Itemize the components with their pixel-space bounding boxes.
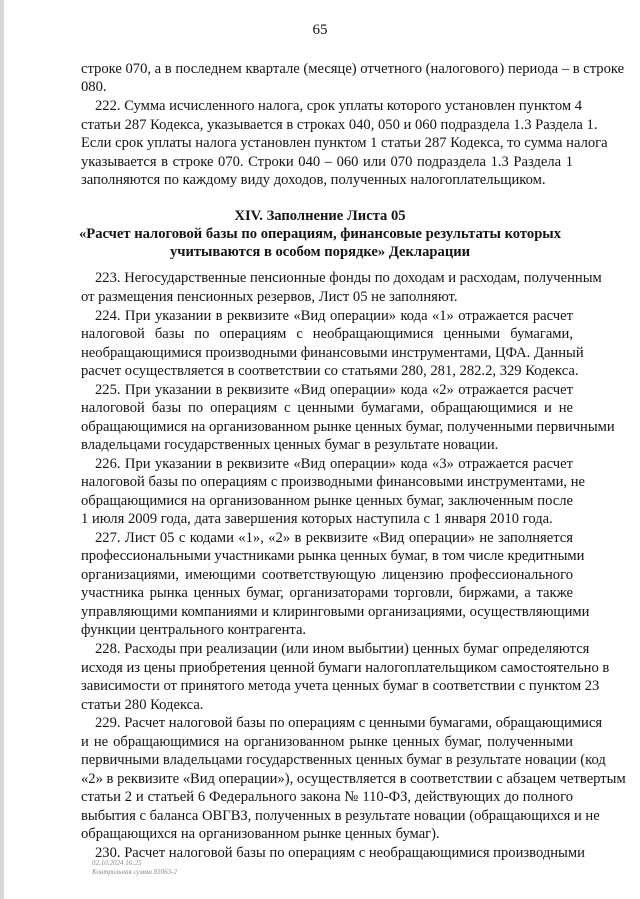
text-line: исходя из цены приобретения ценной бумаги налогоплательщиком самостоятельно в [81,660,610,676]
text-line: владельцами государственных ценных бумаг в результате новации. [81,437,499,453]
text-line: 226. При указании в реквизите «Вид операции» кода «3» отражается расчет [95,456,573,472]
text-line: «2» в реквизите «Вид операции»), осуществляется в соответствии с абзацем четвертым [81,771,626,787]
text-line: от размещения пенсионных резервов, Лист 05 не заполняют. [81,289,458,305]
text-line: заполняются по каждому виду доходов, полученных налогоплательщиком. [81,172,546,188]
text-line: статьи 2 и статьей 6 Федерального закона № 110-ФЗ, действующих до полного [81,789,573,805]
text-line: статьи 287 Кодекса, указывается в строках 040, 050 и 060 подраздела 1.3 Раздела 1. [81,117,598,133]
text-line: Если срок уплаты налога установлен пунктом 1 статьи 287 Кодекса, то сумма налога [81,135,608,151]
text-line: обращающихся на организованном рынке ценных бумаг). [81,826,440,842]
text-line: расчет осуществляется в соответствии со статьями 280, 281, 282.2, 329 Кодекса. [81,363,579,379]
text-line: 228. Расходы при реализации (или ином выбытии) ценных бумаг определяются [95,641,590,657]
text-line: 224. При указании в реквизите «Вид операции» кода «1» отражается расчет [95,308,573,324]
page-number: 65 [312,22,328,38]
text-line: функции центрального контрагента. [81,622,307,638]
text-line: необращающимися производными финансовыми инструментами, ЦФА. Данный [81,345,584,361]
text-line: строке 070, а в последнем квартале (месяце) отчетного (налогового) периода – в строке [81,61,625,77]
text-line: 080. [81,79,107,95]
text-line: 230. Расчет налоговой базы по операциям с необращающимися производными [95,845,585,861]
text-line: профессиональными участниками рынка ценных бумаг, в том числе кредитными [81,548,585,564]
text-line: 227. Лист 05 с кодами «1», «2» в реквизите «Вид операции» не заполняется [95,530,573,546]
text-line: статьи 280 Кодекса. [81,697,204,713]
text-line: обращающимися на организованном рынке ценных бумаг, заключенным после [81,493,573,509]
text-line: выбытия с баланса ОВГВЗ, полученных в результате новации (обращающихся и не [81,808,600,824]
text-line: участника рынка ценных бумаг, организаторами торговли, биржами, а также [81,585,573,601]
text-line: первичными владельцами государственных ценных бумаг в результате новации (код [81,752,606,768]
footer-stamp: 02.10.2024 16:25 [92,859,142,867]
text-line: управляющими компаниями и клиринговыми организациями, осуществляющими [81,604,590,620]
section-heading: «Расчет налоговой базы по операциям, финансовые результаты которых [78,226,561,242]
text-line: налоговой базы по операциям с необращающимися ценными бумагами, [81,326,573,342]
section-heading: XIV. Заполнение Листа 05 [234,208,406,224]
text-line: зависимости от принятого метода учета ценных бумаг в соответствии с пунктом 23 [81,678,600,694]
scan-border [0,0,4,899]
section-heading: учитываются в особом порядке» Декларации [169,244,471,260]
text-line: указывается в строке 070. Строки 040 – 060 или 070 подраздела 1.3 Раздела 1 [81,154,573,170]
text-line: и не обращающимися на организованном рынке ценных бумаг, полученными [81,734,573,750]
text-line: организациями, имеющими соответствующую лицензию профессионального [81,567,573,583]
text-line: обращающимися на организованном рынке ценных бумаг, полученными первичными [81,419,615,435]
footer-stamp: Контрольная сумма 83063-2 [92,868,177,876]
text-line: 225. При указании в реквизите «Вид операции» кода «2» отражается расчет [95,382,573,398]
text-line: 222. Сумма исчисленного налога, срок уплаты которого установлен пунктом 4 [95,98,583,114]
text-line: 223. Негосударственные пенсионные фонды по доходам и расходам, полученным [95,270,602,286]
text-line: налоговой базы по операциям с производными финансовыми инструментами, не [81,474,585,490]
text-line: 229. Расчет налоговой базы по операциям с ценными бумагами, обращающимися [95,715,603,731]
text-line: 1 июля 2009 года, дата завершения которых наступила с 1 января 2010 года. [81,511,553,527]
text-line: налоговой базы по операциям с ценными бумагами, обращающимися и не [81,400,573,416]
